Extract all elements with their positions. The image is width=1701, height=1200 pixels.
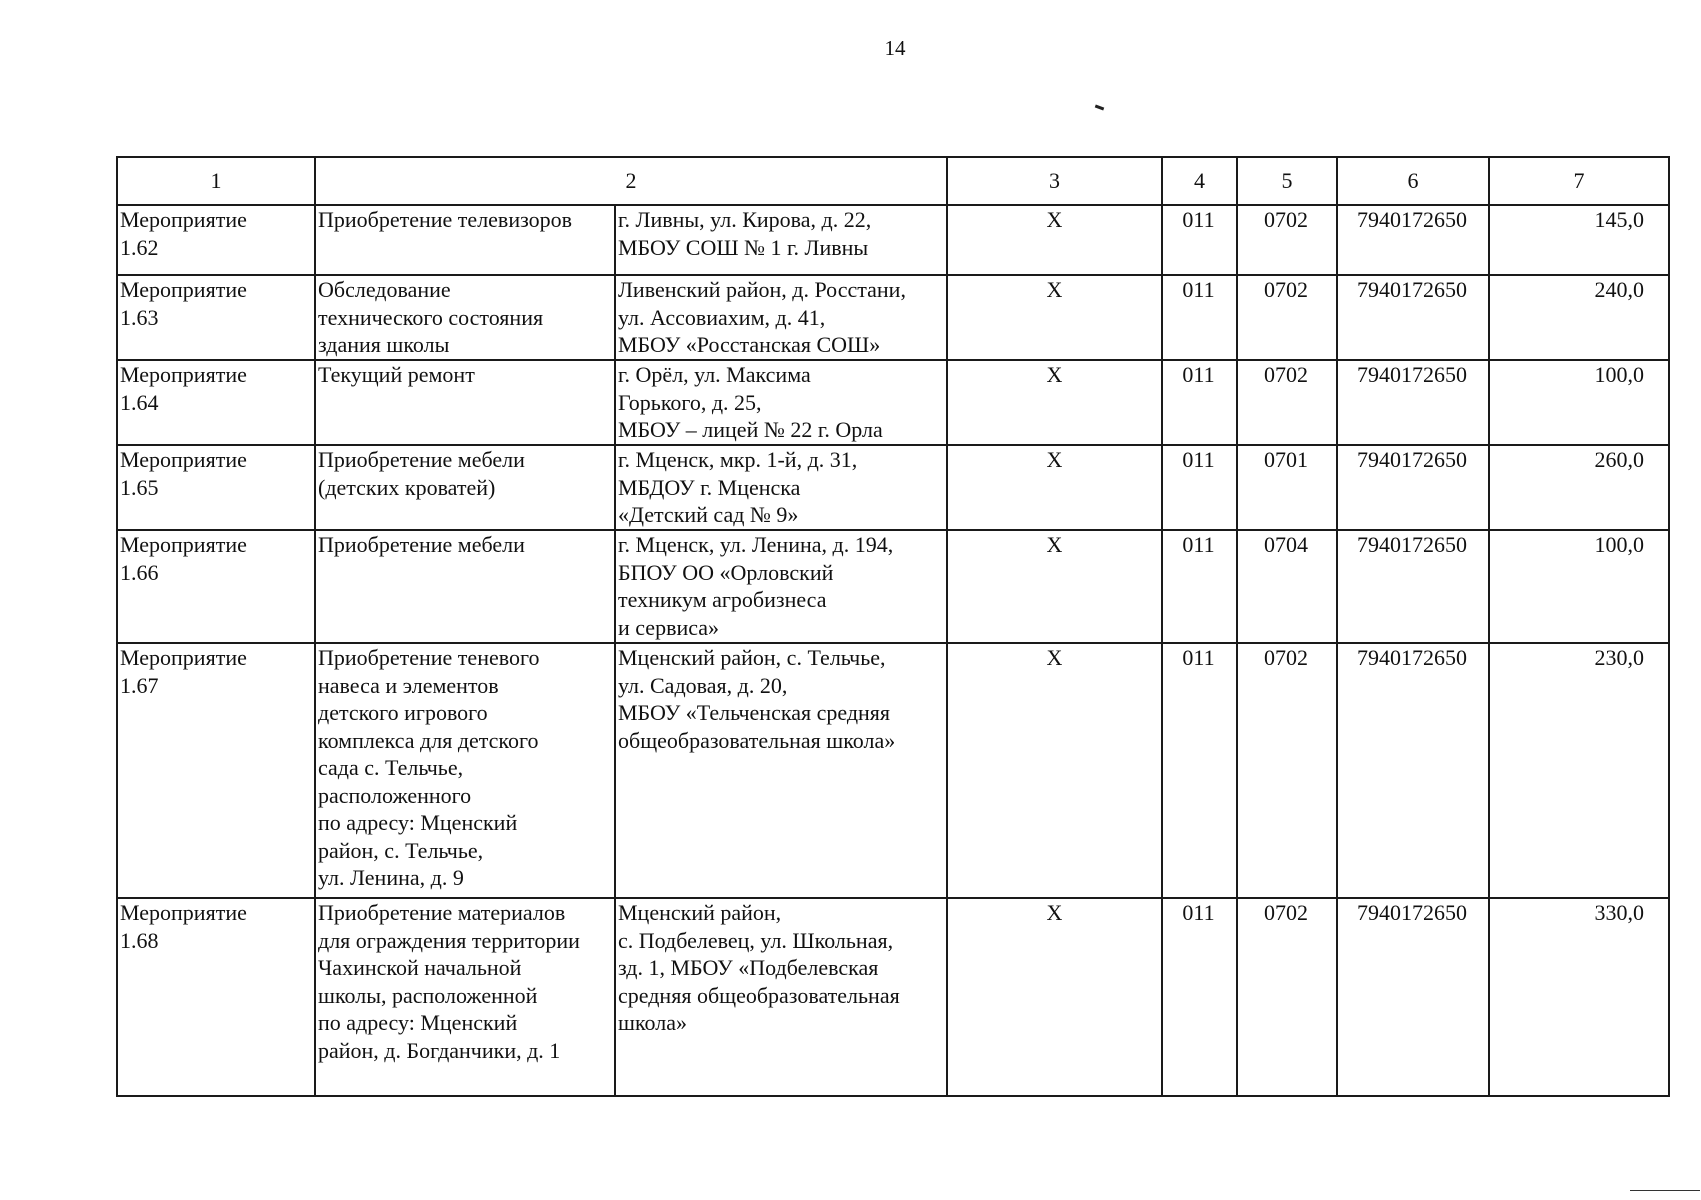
code6-cell: 7940172650 (1337, 530, 1489, 643)
mark-cell: X (947, 530, 1162, 643)
address-cell: г. Мценск, ул. Ленина, д. 194, БПОУ ОО «Орловский техникум агробизнеса и сервиса» (615, 530, 947, 643)
event-cell: Мероприятие 1.63 (117, 275, 315, 360)
amount-cell: 100,0 (1489, 360, 1669, 445)
header-cell-6: 6 (1337, 157, 1489, 205)
table-row (117, 530, 1669, 643)
amount-cell: 260,0 (1489, 445, 1669, 530)
event-cell: Мероприятие 1.67 (117, 643, 315, 898)
mark-cell: X (947, 445, 1162, 530)
code4-cell: 011 (1162, 360, 1237, 445)
code6-cell: 7940172650 (1337, 445, 1489, 530)
code4-cell: 011 (1162, 445, 1237, 530)
name-cell: Приобретение материалов для ограждения территории Чахинской начальной школы, расположенной по адресу: Мценский район, д. Богданчики, д. 1 (315, 898, 615, 1096)
address-cell: Ливенский район, д. Росстани, ул. Ассовиахим, д. 41, МБОУ «Росстанская СОШ» (615, 275, 947, 360)
name-cell: Приобретение мебели (315, 530, 615, 643)
header-cell-2: 2 (315, 157, 947, 205)
code5-cell: 0702 (1237, 205, 1337, 275)
stray-mark (1095, 105, 1104, 111)
table-row (117, 643, 1669, 898)
header-cell-1: 1 (117, 157, 315, 205)
event-cell: Мероприятие 1.64 (117, 360, 315, 445)
amount-cell: 240,0 (1489, 275, 1669, 360)
code6-cell: 7940172650 (1337, 898, 1489, 1096)
code4-cell: 011 (1162, 205, 1237, 275)
code6-cell: 7940172650 (1337, 275, 1489, 360)
mark-cell: X (947, 643, 1162, 898)
code5-cell: 0702 (1237, 643, 1337, 898)
code6-cell: 7940172650 (1337, 360, 1489, 445)
mark-cell: X (947, 898, 1162, 1096)
header-cell-3: 3 (947, 157, 1162, 205)
code5-cell: 0701 (1237, 445, 1337, 530)
code4-cell: 011 (1162, 530, 1237, 643)
amount-cell: 330,0 (1489, 898, 1669, 1096)
page-number: 14 (884, 36, 906, 60)
name-cell: Приобретение телевизоров (315, 205, 615, 275)
table-row (117, 275, 1669, 360)
code5-cell: 0702 (1237, 275, 1337, 360)
mark-cell: X (947, 360, 1162, 445)
header-cell-4: 4 (1162, 157, 1237, 205)
code5-cell: 0702 (1237, 898, 1337, 1096)
event-cell: Мероприятие 1.65 (117, 445, 315, 530)
address-cell: г. Орёл, ул. Максима Горького, д. 25, МБОУ – лицей № 22 г. Орла (615, 360, 947, 445)
header-cell-5: 5 (1237, 157, 1337, 205)
table-row (117, 898, 1669, 1096)
event-cell: Мероприятие 1.62 (117, 205, 315, 275)
name-cell: Приобретение теневого навеса и элементов детского игрового комплекса для детского сада с. Тельчье, расположенного по адресу: Мценский район, с. Тельчье, ул. Ленина, д. 9 (315, 643, 615, 898)
name-cell: Обследование технического состояния здания школы (315, 275, 615, 360)
code5-cell: 0704 (1237, 530, 1337, 643)
event-cell: Мероприятие 1.66 (117, 530, 315, 643)
code6-cell: 7940172650 (1337, 643, 1489, 898)
footer-line (1630, 1190, 1700, 1191)
header-cell-7: 7 (1489, 157, 1669, 205)
mark-cell: X (947, 205, 1162, 275)
activities-table (116, 156, 1670, 1097)
code4-cell: 011 (1162, 275, 1237, 360)
address-cell: г. Ливны, ул. Кирова, д. 22, МБОУ СОШ № 1 г. Ливны (615, 205, 947, 275)
event-cell: Мероприятие 1.68 (117, 898, 315, 1096)
address-cell: г. Мценск, мкр. 1-й, д. 31, МБДОУ г. Мценска «Детский сад № 9» (615, 445, 947, 530)
table-row (117, 205, 1669, 275)
name-cell: Приобретение мебели (детских кроватей) (315, 445, 615, 530)
amount-cell: 145,0 (1489, 205, 1669, 275)
address-cell: Мценский район, с. Тельчье, ул. Садовая, д. 20, МБОУ «Тельченская средняя общеобразовательная школа» (615, 643, 947, 898)
code4-cell: 011 (1162, 898, 1237, 1096)
table-row (117, 360, 1669, 445)
table-body (117, 157, 1669, 1096)
amount-cell: 230,0 (1489, 643, 1669, 898)
code4-cell: 011 (1162, 643, 1237, 898)
table-header-row (117, 157, 1669, 205)
amount-cell: 100,0 (1489, 530, 1669, 643)
code6-cell: 7940172650 (1337, 205, 1489, 275)
mark-cell: X (947, 275, 1162, 360)
code5-cell: 0702 (1237, 360, 1337, 445)
name-cell: Текущий ремонт (315, 360, 615, 445)
address-cell: Мценский район, с. Подбелевец, ул. Школьная, зд. 1, МБОУ «Подбелевская средняя общеобразовательная школа» (615, 898, 947, 1096)
table-row (117, 445, 1669, 530)
